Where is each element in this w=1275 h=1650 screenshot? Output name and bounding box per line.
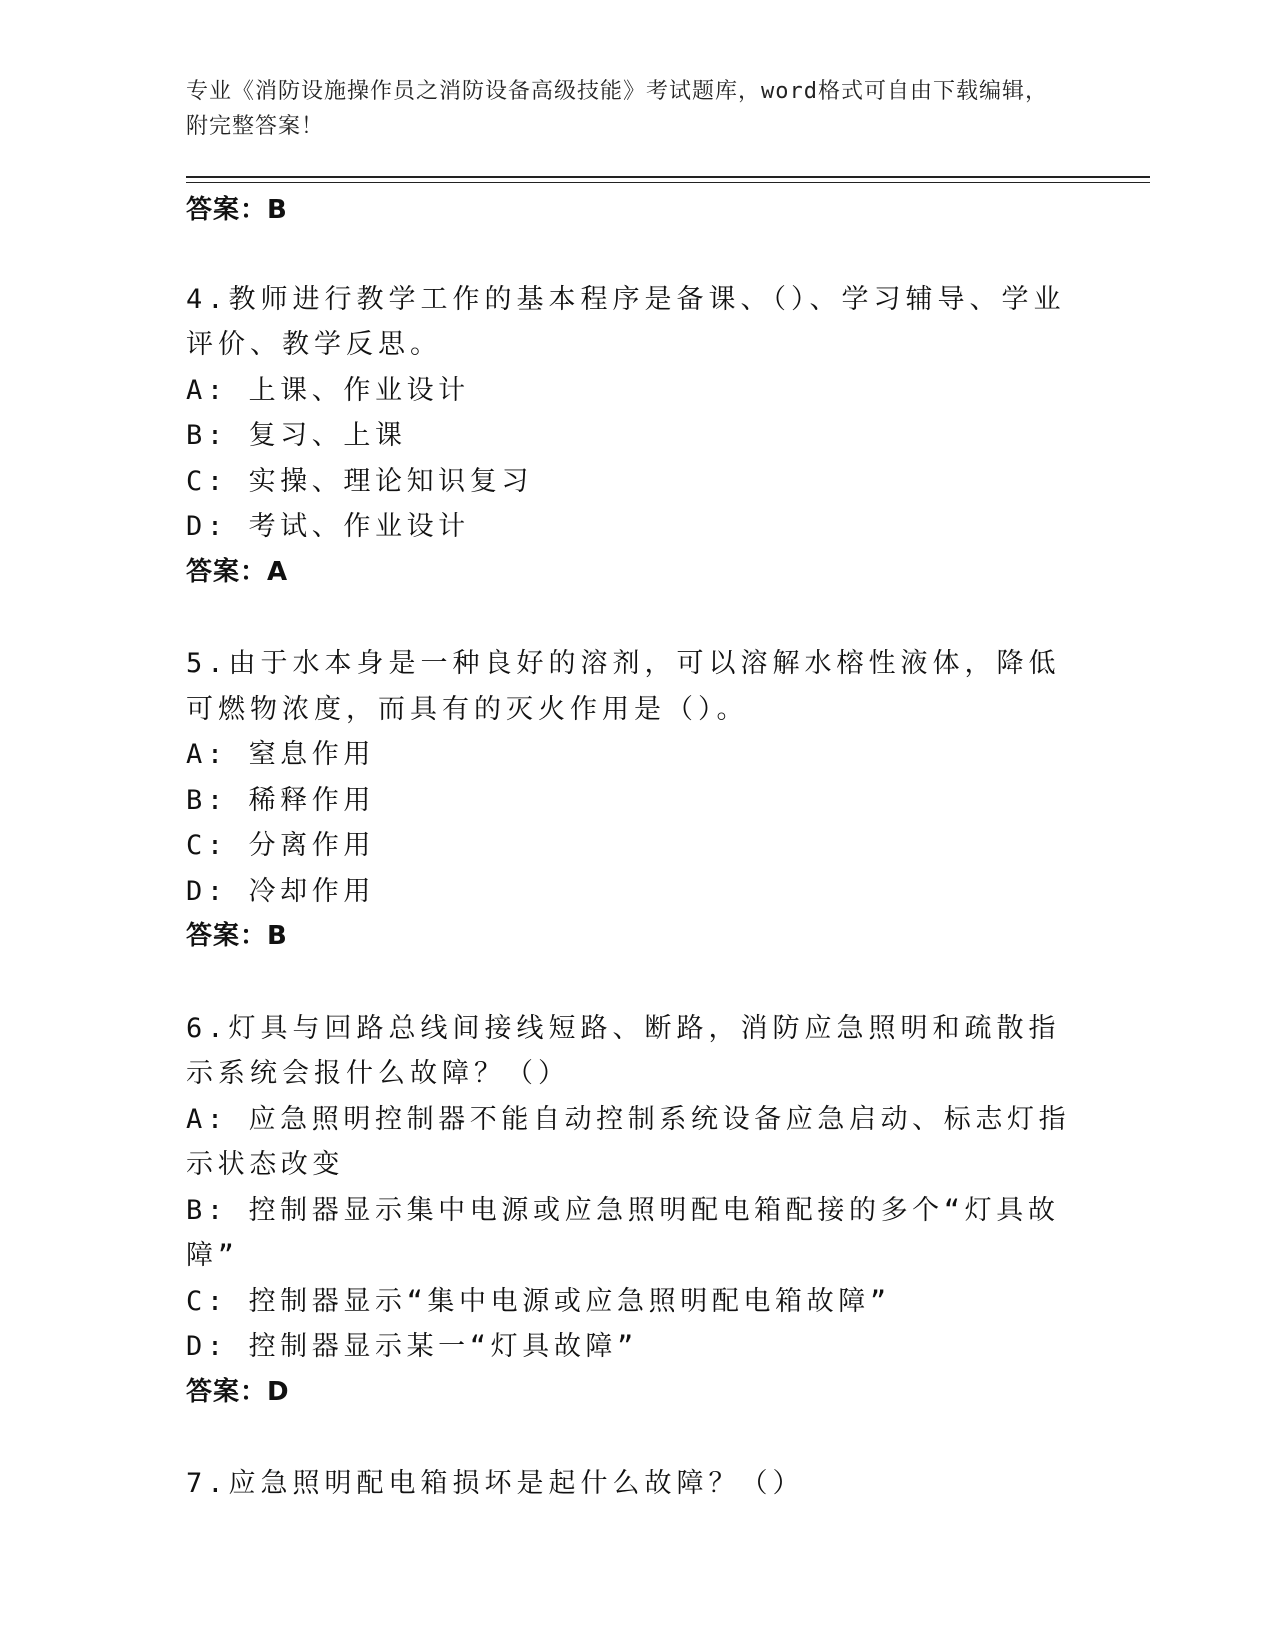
- option-a: A: 上课、作业设计: [186, 374, 470, 406]
- option-d: D: 冷却作用: [186, 875, 375, 907]
- answer-line: 答案：D: [186, 1376, 290, 1407]
- option-c: C: 分离作用: [186, 830, 375, 861]
- question-list: [186, 188, 1086, 1507]
- document-header: 专业《消防设施操作员之消防设备高级技能》考试题库，word格式可自由下载编辑，附完整答案！: [186, 79, 1048, 139]
- answer-line: 答案：B: [186, 195, 288, 225]
- question-stem: 7.应急照明配电箱损坏是起什么故障？（）: [186, 1468, 805, 1499]
- question-4: [186, 277, 1086, 596]
- option-d: D: 控制器显示某一“灯具故障”: [186, 1331, 638, 1362]
- answer-line: 答案：B: [186, 921, 288, 951]
- question-7: [186, 1461, 1086, 1507]
- question-stem: 4.教师进行教学工作的基本程序是备课、（）、学习辅导、学业评价、教学反思。: [186, 283, 1066, 360]
- option-d: D: 考试、作业设计: [186, 511, 470, 542]
- option-a: A: 应急照明控制器不能自动控制系统设备应急启动、标志灯指示状态改变: [186, 1103, 1071, 1180]
- option-a: A: 窒息作用: [186, 739, 375, 770]
- question-stem: 6.灯具与回路总线间接线短路、断路，消防应急照明和疏散指示系统会报什么故障？（）: [186, 1012, 1061, 1089]
- option-b: B: 复习、上课: [186, 420, 407, 451]
- answer-line: 答案：A: [186, 556, 289, 587]
- option-b: B: 控制器显示集中电源或应急照明配电箱配接的多个“灯具故障”: [186, 1194, 1060, 1271]
- option-c: C: 控制器显示“集中电源或应急照明配电箱故障”: [186, 1285, 891, 1317]
- header-rule-thin: [186, 182, 1150, 183]
- header-rule-thick: [186, 176, 1150, 178]
- question-stem: 5.由于水本身是一种良好的溶剂，可以溶解水榕性液体，降低可燃物浓度，而具有的灭火作用是（）。: [186, 648, 1061, 725]
- question-5: [186, 641, 1086, 960]
- option-c: C: 实操、理论知识复习: [186, 465, 533, 497]
- option-b: B: 稀释作用: [186, 784, 375, 816]
- question-6: [186, 1006, 1086, 1416]
